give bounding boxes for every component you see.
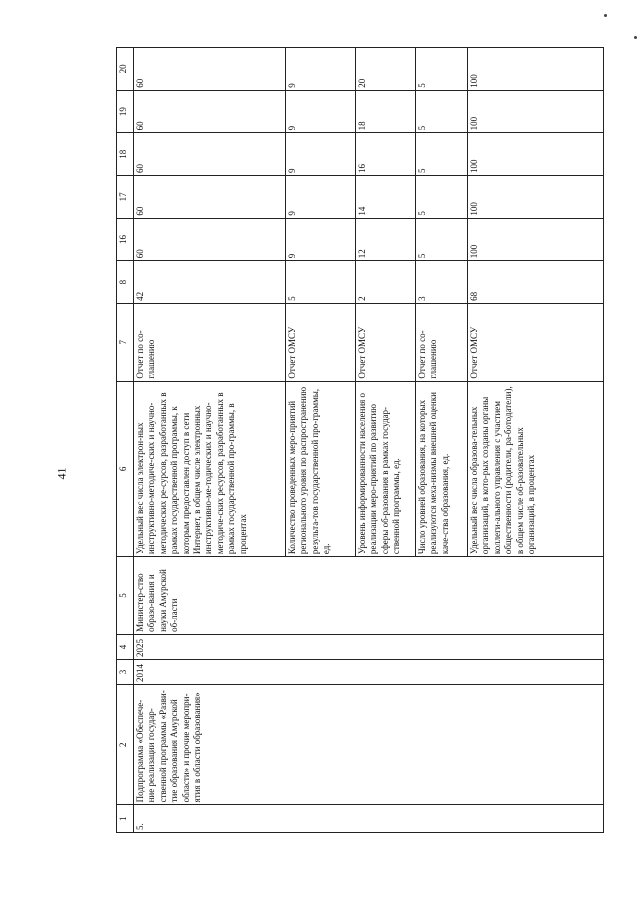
value-cell: 100 — [468, 133, 604, 176]
page-number: 41 — [54, 467, 69, 480]
source-cell: Отчет ОМСУ — [356, 303, 416, 381]
indicator-cell: Удельный вес числа образова-тельных организаций, в кото-рых созданы органы коллеги-ального управления с участием общественности (родители, ра-ботодатели), в общем числе об-разовательных организаций, в процентах — [468, 381, 604, 557]
source-cell: Отчет по со-глашению — [134, 303, 286, 381]
header-cell: 18 — [117, 133, 134, 176]
indicator-cell: Количество проведенных меро-приятий регионального уровня по распространению результа-тов государственной про-граммы, ед. — [286, 381, 356, 557]
header-cell: 3 — [117, 659, 134, 684]
indicators-table — [116, 47, 604, 833]
program-index: 5. — [134, 805, 604, 833]
value-cell: 42 — [134, 261, 286, 304]
value-cell: 5 — [416, 176, 468, 219]
value-cell: 9 — [286, 218, 356, 261]
header-row — [117, 48, 134, 833]
scan-speck — [604, 14, 607, 17]
header-cell: 6 — [117, 381, 134, 557]
value-cell: 9 — [286, 90, 356, 133]
value-cell: 5 — [286, 261, 356, 304]
rotated-table-sheet — [116, 47, 618, 833]
header-cell: 5 — [117, 557, 134, 635]
indicator-cell: Число уровней образования, на которых реализуются меха-низмы внешней оценки каче-ства образования, ед. — [416, 381, 468, 557]
header-cell: 16 — [117, 218, 134, 261]
value-cell: 100 — [468, 90, 604, 133]
value-cell: 20 — [356, 48, 416, 91]
value-cell: 60 — [134, 176, 286, 219]
source-cell: Отчет по со-глашению — [416, 303, 468, 381]
value-cell: 60 — [134, 48, 286, 91]
value-cell: 16 — [356, 133, 416, 176]
value-cell: 100 — [468, 218, 604, 261]
value-cell: 5 — [416, 218, 468, 261]
value-cell: 100 — [468, 176, 604, 219]
value-cell: 12 — [356, 218, 416, 261]
value-cell: 9 — [286, 176, 356, 219]
value-cell: 100 — [468, 48, 604, 91]
program-start-year: 2014 — [134, 659, 604, 684]
value-cell: 2 — [356, 261, 416, 304]
value-cell: 60 — [134, 90, 286, 133]
source-cell: Отчет ОМСУ — [468, 303, 604, 381]
header-cell: 20 — [117, 48, 134, 91]
value-cell: 60 — [134, 218, 286, 261]
program-name: Подпрограмма «Обеспече-ние реализации государ-ственной программы «Разви-тие образования Амурской области» и прочие меропри-ятия в области образования» — [134, 685, 604, 805]
value-cell: 5 — [416, 133, 468, 176]
program-executor: Министер-ство образо-вания и науки Амурской об-ласти — [134, 557, 604, 635]
table-row — [134, 48, 286, 833]
header-cell: 4 — [117, 634, 134, 659]
table-rotation-wrapper — [116, 47, 618, 833]
value-cell: 5 — [416, 48, 468, 91]
value-cell: 18 — [356, 90, 416, 133]
indicator-cell: Удельный вес числа электрон-ных инструктивно-методиче-ских и научно-методических ре-сурсов, разработанных в рамках государственной программы, к которым предоставлен доступ в сети Интернет, в общем числе электронных инструктивно-ме-тодических и научно-методиче-ских ресурсов, разработанных в рамках государственной про-граммы, в процентах — [134, 381, 286, 557]
header-cell: 2 — [117, 685, 134, 805]
indicator-cell: Уровень информированности населения о реализации меро-приятий по развитию сферы об-разования в рамках государ-ственной программы, ед. — [356, 381, 416, 557]
value-cell: 68 — [468, 261, 604, 304]
header-cell: 19 — [117, 90, 134, 133]
value-cell: 9 — [286, 133, 356, 176]
header-cell: 17 — [117, 176, 134, 219]
value-cell: 3 — [416, 261, 468, 304]
header-cell: 8 — [117, 261, 134, 304]
header-cell: 7 — [117, 303, 134, 381]
source-cell: Отчет ОМСУ — [286, 303, 356, 381]
value-cell: 5 — [416, 90, 468, 133]
value-cell: 14 — [356, 176, 416, 219]
program-end-year: 2025 — [134, 634, 604, 659]
value-cell: 60 — [134, 133, 286, 176]
value-cell: 9 — [286, 48, 356, 91]
scan-speck — [634, 36, 637, 39]
header-cell: 1 — [117, 805, 134, 833]
